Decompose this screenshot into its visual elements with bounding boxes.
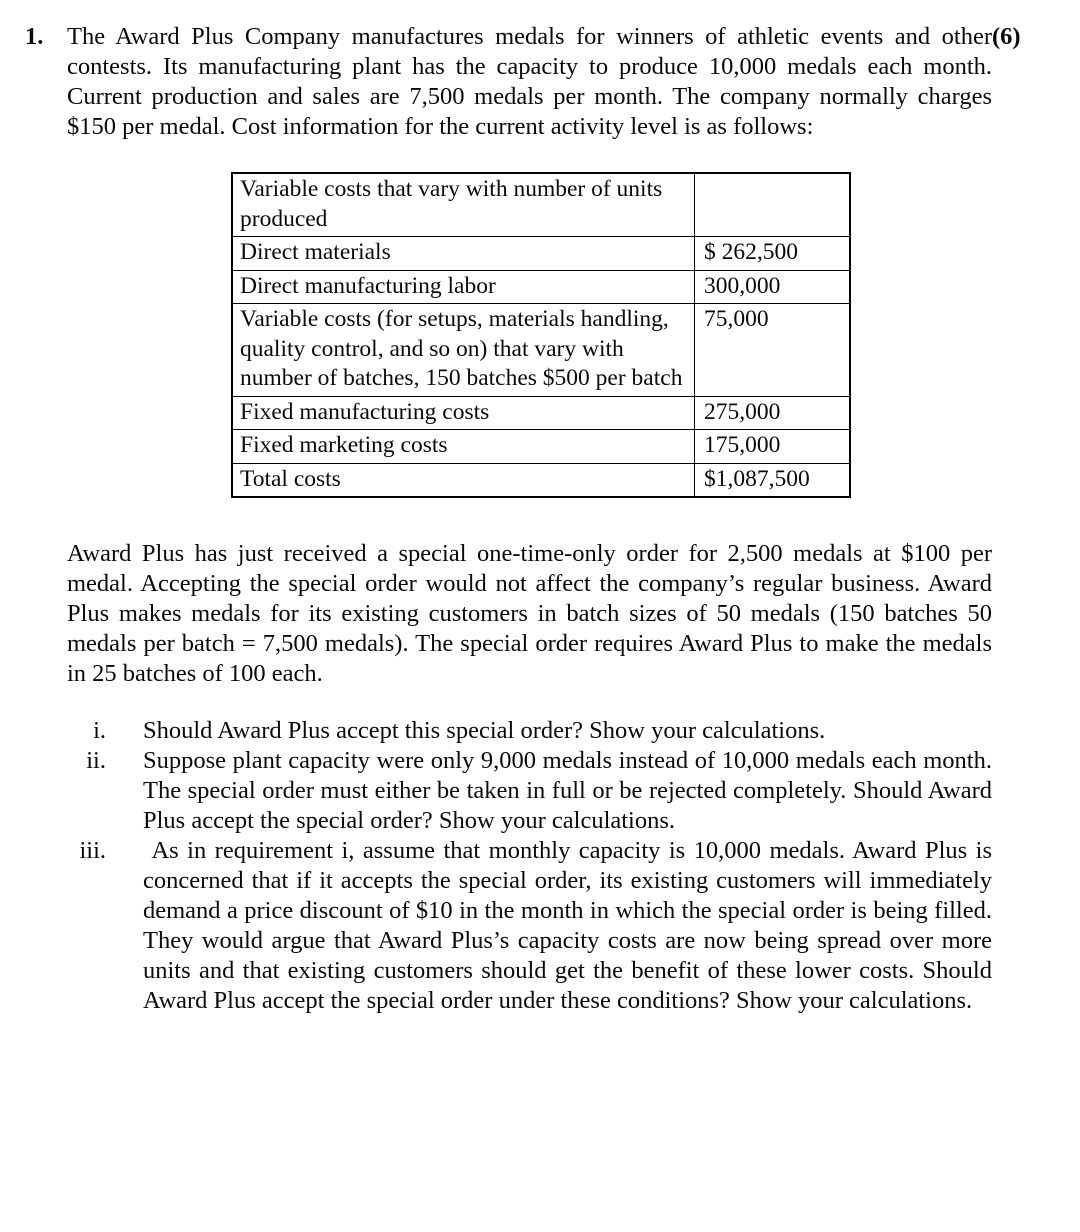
question-marks-badge: (6) <box>992 23 1021 50</box>
table-row <box>232 270 850 304</box>
cost-label-cell: Variable costs (for setups, materials handling, quality control, and so on) that vary with number of batches, 150 batches $500 per batch <box>232 304 695 397</box>
table-row <box>232 430 850 464</box>
cost-label-cell: Variable costs that vary with number of units produced <box>232 173 695 237</box>
cost-label-cell: Total costs <box>232 463 695 497</box>
cost-label-cell: Fixed marketing costs <box>232 430 695 464</box>
table-row <box>232 237 850 271</box>
table-row <box>232 304 850 397</box>
table-row <box>232 463 850 497</box>
list-item-text: Should Award Plus accept this special order? Show your calculations. <box>143 717 826 744</box>
question-intro-row <box>0 22 1080 142</box>
cost-value-cell: 275,000 <box>695 396 851 430</box>
requirements-list <box>0 716 1080 1016</box>
cost-label-cell: Direct materials <box>232 237 695 271</box>
list-item <box>0 836 1080 1016</box>
cost-information-table <box>231 172 851 498</box>
cost-value-cell <box>695 173 851 237</box>
cost-label-cell: Direct manufacturing labor <box>232 270 695 304</box>
cost-value-cell: $ 262,500 <box>695 237 851 271</box>
cost-value-cell: $1,087,500 <box>695 463 851 497</box>
list-item <box>0 746 1080 836</box>
cost-table-body <box>232 173 850 497</box>
list-item-marker: ii. <box>86 747 106 774</box>
special-order-paragraph: Award Plus has just received a special one-time-only order for 2,500 medals at $100 per medal. Accepting the special order would not affect the company’s regular business. Award Plus makes medals for its existing customers in batch sizes of 50 medals (150 batches 50 medals per batch = 7,500 medals). The special order requires Award Plus to make the medals in 25 batches of 100 each. <box>67 540 992 687</box>
table-row <box>232 173 850 237</box>
table-row <box>232 396 850 430</box>
list-item-text: As in requirement i, assume that monthly capacity is 10,000 medals. Award Plus is concerned that if it accepts the special order, its existing customers will immediately demand a price discount of $10 in the month in which the special order is being filled. They would argue that Award Plus’s capacity costs are now being spread over more units and that existing customers should get the benefit of these lower costs. Should Award Plus accept the special order under these conditions? Show your calculations. <box>143 837 999 1014</box>
list-item <box>0 716 1080 746</box>
cost-value-cell: 300,000 <box>695 270 851 304</box>
cost-value-cell: 75,000 <box>695 304 851 397</box>
list-item-marker: iii. <box>79 837 106 864</box>
list-item-marker: i. <box>93 717 106 744</box>
cost-value-cell: 175,000 <box>695 430 851 464</box>
question-number: 1. <box>25 23 44 50</box>
list-item-text: Suppose plant capacity were only 9,000 medals instead of 10,000 medals each month. The special order must either be taken in full or be rejected completely. Should Award Plus accept the special order? Show your calculations. <box>143 747 999 834</box>
cost-label-cell: Fixed manufacturing costs <box>232 396 695 430</box>
cost-table-container <box>231 172 851 498</box>
question-intro-paragraph: The Award Plus Company manufactures medals for winners of athletic events and other contests. Its manufacturing plant has the capacity to produce 10,000 medals each month. Current production and sales are 7,500 medals per month. The company normally charges $150 per medal. Cost information for the current activity level is as follows: <box>67 23 992 140</box>
special-order-paragraph-container <box>0 539 1080 689</box>
question-block <box>0 22 1080 142</box>
